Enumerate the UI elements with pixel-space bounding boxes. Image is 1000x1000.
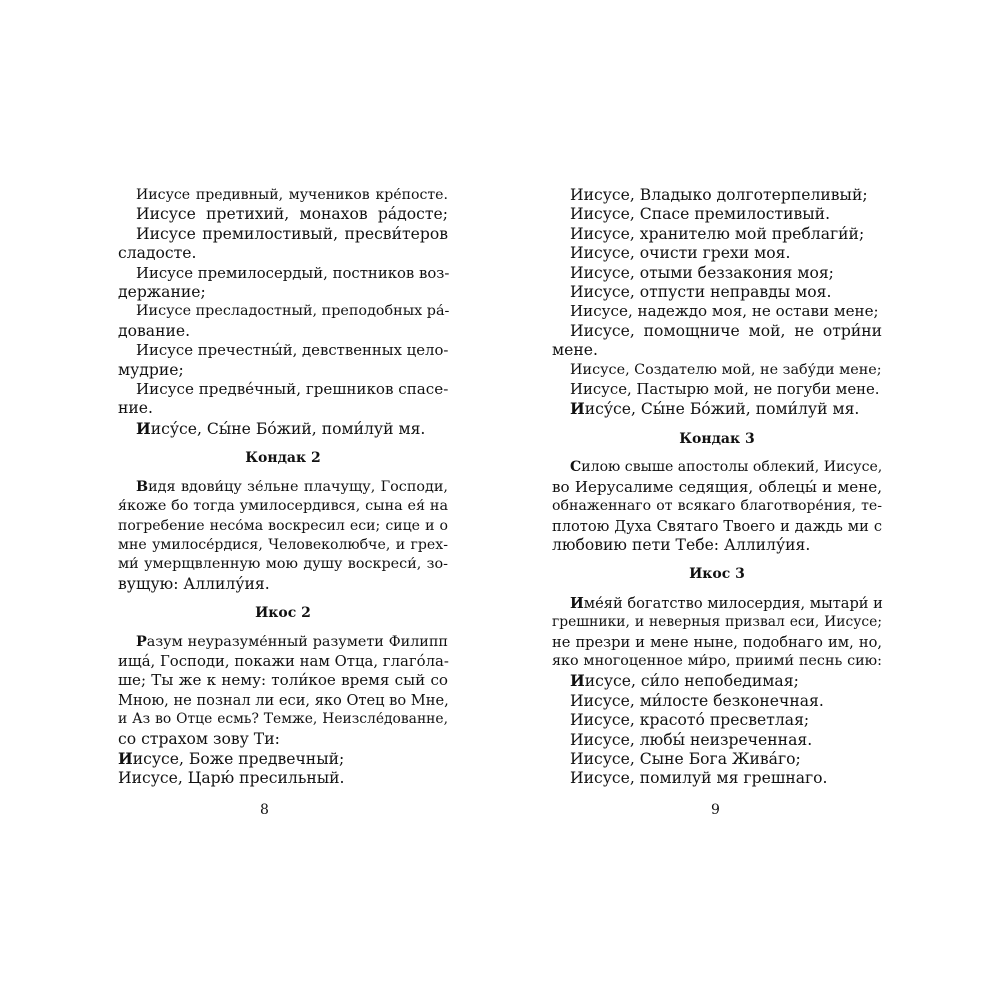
kondak-3-heading: Кондак 3 (679, 430, 755, 447)
initial-letter: И (570, 671, 585, 691)
text-line: Иисусе, очисти грехи моя. (570, 244, 791, 263)
ikos-3-heading: Икос 3 (689, 566, 745, 583)
text-line: дование. (118, 321, 191, 340)
initial-letter: И (570, 399, 585, 419)
text-line: любовию пети Тебе: Аллилу́ия. (552, 535, 811, 554)
text-line: Силою свыше апостолы облекий́, Иисусе, (570, 459, 883, 476)
text-line: ища́, Господи, покажи нам Отца, глаго́ла- (118, 651, 449, 670)
text-line: не презри и мене ныне, подобнаго им, но, (552, 633, 882, 651)
text-line: плотою Духа Святаго Твоего и даждь ми с (552, 517, 882, 535)
text-line: обнаженнаго от всякаго благотворе́ния, те- (552, 498, 882, 515)
text-line: Иисусе пресладостный, преподобных ра́- (136, 303, 450, 320)
initial-letter: С (570, 459, 582, 476)
text-line: Иисусе, Пастырю мой, не погуби мене. (570, 380, 880, 399)
text-line: Видя вдови́цу зе́льне плачущу, Господи, (136, 478, 448, 495)
kondak-2-text (118, 478, 448, 594)
text-line: мене. (552, 341, 598, 360)
text-line: держание; (118, 283, 206, 302)
refrain-line: Иису́се, Сы́не Бо́жий, поми́луй мя. (136, 418, 426, 438)
right-block1 (552, 186, 882, 420)
text-line: вущую: Аллилу́ия. (118, 574, 270, 593)
page-number: 8 (260, 802, 269, 818)
text-line: Иисусе, отпусти неправды моя. (570, 283, 832, 302)
text-line: Име́яй богатство милосердия, мытари́ и (570, 594, 883, 612)
right-page (552, 186, 882, 789)
text-line: Иисусе, Владыко долготерпеливый; (570, 186, 868, 204)
text-line: Иисусе, помощниче мой, не отри́ни (570, 321, 882, 340)
ikos-2-text (118, 633, 448, 789)
text-line: грешники, и неверныя призвал еси, Иисусе; (552, 614, 882, 631)
text-line: Иисусе предивный, мучеников кре́посте. (136, 187, 448, 203)
text-line: и Аз во Отце есмь? Темже, Неизсле́дованне, (118, 711, 448, 728)
text-line: ние. (118, 399, 153, 418)
text-line: ми́ умерщвленную мою душу воскреси́, зо- (118, 556, 448, 573)
text-line: Иисусе, красото́ пресветлая; (570, 711, 810, 730)
text-line: Иисусе пречестны́й, девственных цело- (136, 341, 449, 360)
left-page (118, 186, 448, 789)
initial-letter: И (118, 748, 133, 768)
text-line: Иисусе, Боже предвечный; (118, 748, 345, 768)
text-line: погребение несо́ма воскресил еси; сице и о (118, 517, 448, 534)
text-line: Иисусе, отыми беззакония моя; (570, 263, 834, 282)
initial-letter: Р (136, 633, 147, 650)
initial-letter: В (136, 478, 149, 495)
text-line: Иисусе, си́ло непобедимая; (570, 671, 799, 691)
text-line: со страхом зову Ти: (118, 729, 280, 748)
text-line: Мною, не познал ли еси, яко Отец во Мне, (118, 691, 449, 709)
page-number: 9 (711, 802, 720, 818)
left-block1 (118, 186, 448, 439)
text-line: Иисусе, Создателю мой, не забу́ди мене; (570, 361, 882, 378)
text-line: Иисусе, ми́лосте безконечная. (570, 691, 824, 710)
text-line: Иисусе предве́чный, грешников спасе- (136, 380, 449, 399)
text-line: Разум неуразуме́нный разумети Филипп (136, 633, 448, 650)
text-line: Иисусе, Царю́ пресильный. (118, 769, 345, 788)
text-line: Иисусе премилосердый, постников воз- (136, 263, 450, 282)
text-line: Иисусе, Спасе премилостивый. (570, 205, 831, 224)
kondak-2-heading: Кондак 2 (245, 450, 321, 467)
text-line: я́коже бо тогда умилосердився, сына ея́ на (118, 498, 448, 515)
ikos-3-text (552, 594, 882, 789)
text-line: мне умилосе́рдися, Человеколюбче, и грех- (118, 536, 448, 553)
refrain-line: Иису́се, Сы́не Бо́жий, поми́луй мя. (570, 399, 860, 419)
text-line: Иисусе, надеждо моя, не остави мене; (570, 302, 879, 321)
text-line: во Иерусалиме седящия, облецы́ и мене, (552, 477, 882, 496)
text-line: Иисусе претихий, монахов ра́досте; (136, 205, 448, 224)
kondak-3-text (552, 458, 882, 555)
text-line: Иисусе премилостивый, пресви́теров (136, 224, 448, 243)
text-line: ше; Ты же к нему: толи́кое время сый со (118, 671, 448, 690)
text-line: яко многоценное ми́ро, приими́ песнь сию: (552, 652, 882, 669)
initial-letter: И (136, 418, 151, 438)
text-line: мудрие; (118, 360, 184, 379)
text-line: Иисусе, Сыне Бога Жива́го; (570, 749, 801, 768)
text-line: Иисусе, любы́ неизреченная. (570, 730, 813, 749)
text-line: Иисусе, помилуй мя грешнаго. (570, 769, 828, 788)
initial-letter: И (570, 594, 584, 612)
ikos-2-heading: Икос 2 (255, 605, 311, 622)
text-line: сладосте. (118, 244, 197, 263)
text-line: Иисусе, хранителю мой преблаги́й; (570, 224, 865, 243)
